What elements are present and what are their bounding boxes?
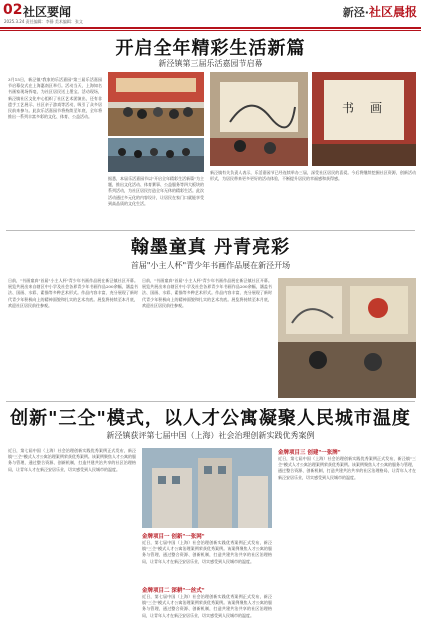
story3-side-body-3: 近日，第七届中国（上海）社会治理创新实践优秀案例正式发布，新泾镇"三仝"模式人才公寓治理案例荣获优秀案例。该案例聚焦人才公寓的服务与管理，通过整合资源、创新机制，打造共建共治共享的社区治理格局，让青年人才在新泾安居乐业，切实感受到人民城市的温度。	[278, 456, 416, 480]
story2-body-cont: 日前，"书画童真"首届"小主人杯"青少年书画作品展在新泾镇社区开幕。展览共展出来自辖区中小学及社会各界青少年书画作品200余幅，涵盖书法、国画、水彩、素描等多种艺术形式。作品内容丰富，充分展现了新时代青少年积极向上的精神面貌和扎实的艺术功底。展览将持续至本月底，欢迎社区居民前往参观。	[142, 278, 272, 308]
story3-photo-apartment	[142, 448, 272, 528]
story3-headline: 创新"三仝"模式，以人才公寓凝聚人民城市温度	[10, 408, 411, 429]
story1-photo-stage	[108, 72, 204, 136]
masthead-rule	[0, 27, 421, 29]
story3-side-head-3: 金牌项目三 创建"一张牌"	[278, 450, 341, 456]
story1-body-left: 3月15日，新泾镇"我家的乐活嘉园"第三届乐活嘉园节启幕仪式在上海惠南区举行。活动当天，上海知名书画家现场挥毫，为社区居民送上墨宝。活动现场，新泾镇社区文化中心组织了社区艺术团演出，还有非遗手工艺展示、社区亲子游戏等活动，吸引了众多居民前来参与。此次乐活嘉园节将持续至年底，全年将推出一系列丰富多彩的文化、体育、公益活动。	[8, 77, 102, 120]
page-number: 02	[3, 2, 23, 18]
story3-side-head-2: 金牌项目二 深耕"一丝式"	[142, 588, 205, 594]
story-divider-1	[6, 230, 415, 231]
masthead-rule-thin	[0, 30, 421, 31]
story1-photo-crowd	[108, 138, 204, 172]
masthead	[0, 0, 421, 27]
story3-side-body-2: 近日，第七届中国（上海）社会治理创新实践优秀案例正式发布，新泾镇"三仝"模式人才公寓治理案例荣获优秀案例。该案例聚焦人才公寓的服务与管理，通过整合资源、创新机制，打造共建共治共享的社区治理格局，让青年人才在新泾安居乐业，切实感受到人民城市的温度。	[142, 594, 272, 618]
story-divider-2	[6, 401, 415, 402]
issue-meta: 2025.3.24 责任编辑：李静 美术编辑：张文	[4, 19, 83, 24]
story1-body-right: 新泾镇有关负责人表示，乐活嘉园节已经连续举办三届，深受社区居民的喜爱。今后将继续挖掘社区资源，创新活动形式，为居民带来更多更好的活动体验，不断提升居民的幸福感和获得感。	[210, 170, 416, 182]
story2-photo-exhibit	[278, 278, 416, 398]
story3-body: 近日，第七届中国（上海）社会治理创新实践优秀案例正式发布，新泾镇"三仝"模式人才公寓治理案例荣获优秀案例。该案例聚焦人才公寓的服务与管理，通过整合资源、创新机制，打造共建共治共享的社区治理格局，让青年人才在新泾安居乐业，切实感受到人民城市的温度。	[8, 448, 136, 472]
story2-subhead: 首届"小主人杯"青少年书画作品展在新泾开场	[130, 261, 291, 270]
story1-subhead: 新泾镇第三届乐活嘉园节启幕	[158, 59, 263, 68]
story1-headline: 开启全年精彩生活新篇	[115, 38, 306, 59]
story1-photo-scroll	[312, 72, 416, 166]
story3-subhead: 新泾镇获评第七届中国（上海）社会治理创新实践优秀案例	[106, 431, 315, 440]
story3-side-head-1: 金牌项目一 创新"一张网"	[142, 534, 205, 540]
svg-text:画: 画	[370, 101, 383, 115]
story2-body: 日前，"书画童真"首届"小主人杯"青少年书画作品展在新泾镇社区开幕。展览共展出来自辖区中小学及社会各界青少年书画作品200余幅，涵盖书法、国画、水彩、素描等多种艺术形式。作品内容丰富，充分展现了新时代青少年积极向上的精神面貌和扎实的艺术功底。展览将持续至本月底，欢迎社区居民前往参观。	[8, 278, 138, 308]
brand-right: 社区晨报	[368, 5, 417, 19]
story2-headline: 翰墨童真 丹青亮彩	[130, 237, 291, 258]
section-title: 社区要闻	[23, 5, 72, 19]
brand-left: 新泾·	[342, 6, 369, 19]
story3-side-body-1: 近日，第七届中国（上海）社会治理创新实践优秀案例正式发布，新泾镇"三仝"模式人才公寓治理案例荣获优秀案例。该案例聚焦人才公寓的服务与管理，通过整合资源、创新机制，打造共建共治共享的社区治理格局，让青年人才在新泾安居乐业，切实感受到人民城市的温度。	[142, 540, 272, 564]
brand-logo	[343, 3, 417, 20]
story1-body-mid: 据悉，本届乐活嘉园节以"开启全年精彩生活新篇"为主题，推出文化活动、体育赛事、公益服务等四大板块的系列活动，为社区居民打造全年无休的精彩生活。此次活动通过多元化的内容设计，让居民在家门口就能享受到高品质的文化生活。	[108, 176, 204, 206]
svg-text:书: 书	[342, 101, 355, 115]
story1-photo-painting	[210, 72, 308, 166]
